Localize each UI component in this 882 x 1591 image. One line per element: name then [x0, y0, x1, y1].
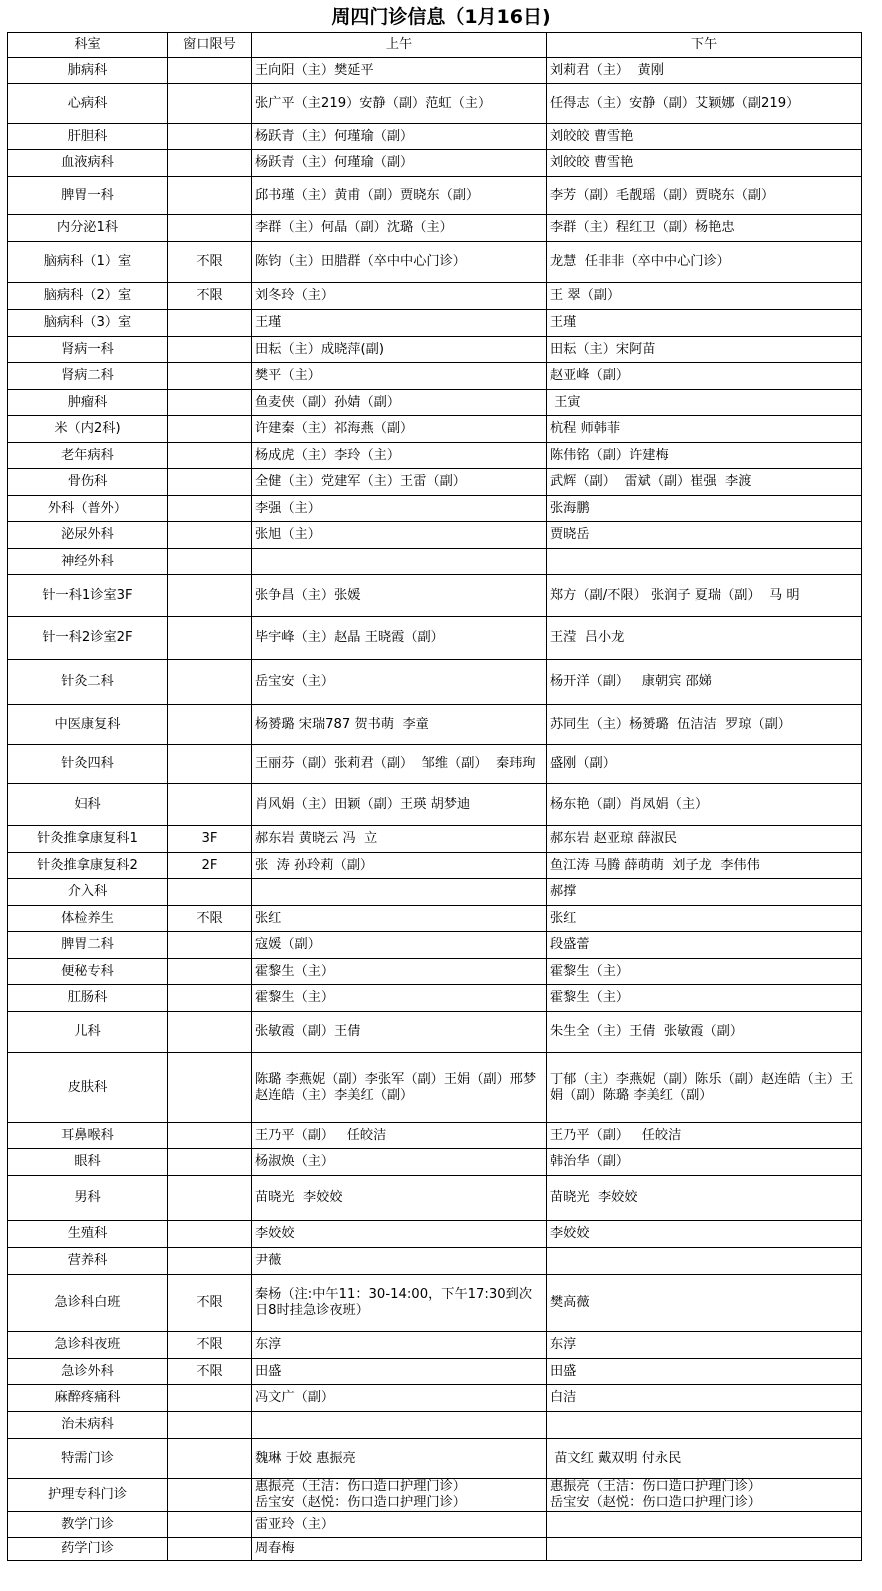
afternoon-doctors-cell: 李芳（副）毛靓瑶（副）贾晓东（副） — [547, 177, 862, 215]
department-cell: 皮肤科 — [8, 1053, 168, 1123]
department-cell: 泌尿外科 — [8, 522, 168, 549]
window-limit-cell — [168, 705, 252, 745]
window-limit-cell — [168, 1221, 252, 1248]
afternoon-doctors-cell: 贾晓岳 — [547, 522, 862, 549]
table-row — [8, 84, 862, 124]
window-limit-cell — [168, 1149, 252, 1176]
morning-doctors-cell — [252, 549, 547, 575]
window-limit-cell — [168, 1053, 252, 1123]
department-cell: 肺病科 — [8, 58, 168, 84]
department-cell: 特需门诊 — [8, 1439, 168, 1479]
table-row — [8, 617, 862, 660]
morning-doctors-cell: 寇媛（副） — [252, 932, 547, 959]
window-limit-cell — [168, 443, 252, 469]
table-row — [8, 363, 862, 390]
department-cell: 外科（普外） — [8, 496, 168, 522]
morning-doctors-cell: 鱼麦侠（副）孙婧（副） — [252, 390, 547, 416]
department-cell: 脑病科（2）室 — [8, 283, 168, 310]
department-cell: 护理专科门诊 — [8, 1479, 168, 1512]
department-cell: 体检养生 — [8, 906, 168, 932]
window-limit-cell — [168, 575, 252, 617]
department-cell: 急诊外科 — [8, 1359, 168, 1385]
afternoon-doctors-cell: 樊高薇 — [547, 1275, 862, 1332]
morning-doctors-cell: 毕宇峰（主）赵晶 王晓霞（副） — [252, 617, 547, 660]
afternoon-doctors-cell: 苗晓光 李姣姣 — [547, 1176, 862, 1221]
morning-doctors-cell: 邱书瑾（主）黄甫（副）贾晓东（副） — [252, 177, 547, 215]
morning-doctors-cell: 李姣姣 — [252, 1221, 547, 1248]
table-row — [8, 932, 862, 959]
morning-doctors-cell: 张敏霞（副）王倩 — [252, 1012, 547, 1053]
table-row — [8, 283, 862, 310]
afternoon-doctors-cell: 霍黎生（主） — [547, 959, 862, 985]
afternoon-doctors-cell: 郝东岩 赵亚琼 薛淑民 — [547, 826, 862, 853]
morning-doctors-cell: 张争昌（主）张媛 — [252, 575, 547, 617]
window-limit-cell — [168, 390, 252, 416]
department-cell: 脾胃一科 — [8, 177, 168, 215]
department-cell: 老年病科 — [8, 443, 168, 469]
morning-doctors-cell: 樊平（主） — [252, 363, 547, 390]
header-window-limit: 窗口限号 — [168, 33, 252, 58]
window-limit-cell — [168, 1176, 252, 1221]
department-cell: 中医康复科 — [8, 705, 168, 745]
window-limit-cell: 不限 — [168, 1275, 252, 1332]
morning-doctors-cell: 秦杨（注:中午11：30-14:00，下午17:30到次日8时挂急诊夜班） — [252, 1275, 547, 1332]
afternoon-doctors-cell: 王 翠（副） — [547, 283, 862, 310]
department-cell: 骨伤科 — [8, 469, 168, 496]
window-limit-cell — [168, 84, 252, 124]
morning-doctors-cell: 杨跃青（主）何瑾瑜（副） — [252, 150, 547, 177]
department-cell: 脾胃二科 — [8, 932, 168, 959]
window-limit-cell: 2F — [168, 853, 252, 879]
table-row — [8, 443, 862, 469]
morning-doctors-cell: 张旭（主） — [252, 522, 547, 549]
department-cell: 便秘专科 — [8, 959, 168, 985]
department-cell: 麻醉疼痛科 — [8, 1385, 168, 1412]
department-cell: 针灸四科 — [8, 745, 168, 784]
afternoon-doctors-cell: 张红 — [547, 906, 862, 932]
morning-doctors-cell: 张 涛 孙玲莉（副） — [252, 853, 547, 879]
window-limit-cell — [168, 177, 252, 215]
afternoon-doctors-cell: 龙慧 任非非（卒中中心门诊） — [547, 242, 862, 283]
morning-doctors-cell: 许建秦（主）祁海燕（副） — [252, 416, 547, 443]
morning-doctors-cell: 田盛 — [252, 1359, 547, 1385]
department-cell: 针一科2诊室2F — [8, 617, 168, 660]
morning-doctors-cell: 肖风娟（主）田颖（副）王瑛 胡梦迪 — [252, 784, 547, 826]
window-limit-cell — [168, 522, 252, 549]
department-cell: 血液病科 — [8, 150, 168, 177]
table-row — [8, 416, 862, 443]
window-limit-cell — [168, 1479, 252, 1512]
morning-doctors-cell: 魏琳 于姣 惠振亮 — [252, 1439, 547, 1479]
table-row — [8, 469, 862, 496]
window-limit-cell: 不限 — [168, 283, 252, 310]
afternoon-doctors-cell: 王瑾 — [547, 310, 862, 337]
morning-doctors-cell — [252, 1412, 547, 1439]
table-row — [8, 337, 862, 363]
table-row — [8, 1248, 862, 1275]
morning-doctors-cell: 杨跃青（主）何瑾瑜（副） — [252, 124, 547, 150]
afternoon-doctors-cell: 田耘（主）宋阿苗 — [547, 337, 862, 363]
table-row — [8, 522, 862, 549]
table-row — [8, 985, 862, 1012]
table-row — [8, 58, 862, 84]
page-title: 周四门诊信息（1月16日) — [331, 6, 551, 28]
morning-doctors-cell — [252, 879, 547, 906]
clinic-schedule-table — [7, 32, 862, 1561]
morning-doctors-cell: 张广平（主219）安静（副）范虹（主） — [252, 84, 547, 124]
window-limit-cell — [168, 416, 252, 443]
window-limit-cell — [168, 1412, 252, 1439]
afternoon-doctors-cell: 苏同生（主）杨赟璐 伍洁洁 罗琼（副） — [547, 705, 862, 745]
afternoon-doctors-cell: 东淳 — [547, 1332, 862, 1359]
table-row — [8, 1149, 862, 1176]
afternoon-doctors-cell — [547, 549, 862, 575]
department-cell: 男科 — [8, 1176, 168, 1221]
window-limit-cell — [168, 660, 252, 705]
department-cell: 营养科 — [8, 1248, 168, 1275]
morning-doctors-cell: 岳宝安（主） — [252, 660, 547, 705]
table-row — [8, 124, 862, 150]
morning-doctors-cell: 霍黎生（主） — [252, 959, 547, 985]
table-header-row — [8, 33, 862, 58]
morning-doctors-cell: 杨淑焕（主） — [252, 1149, 547, 1176]
table-row — [8, 242, 862, 283]
afternoon-doctors-cell: 王寅 — [547, 390, 862, 416]
afternoon-doctors-cell — [547, 1412, 862, 1439]
window-limit-cell — [168, 1385, 252, 1412]
table-row — [8, 1385, 862, 1412]
window-limit-cell — [168, 124, 252, 150]
afternoon-doctors-cell: 王乃平（副） 任皎洁 — [547, 1123, 862, 1149]
afternoon-doctors-cell: 赵亚峰（副） — [547, 363, 862, 390]
afternoon-doctors-cell — [547, 1538, 862, 1561]
morning-doctors-cell: 苗晓光 李姣姣 — [252, 1176, 547, 1221]
morning-doctors-cell: 王向阳（主）樊延平 — [252, 58, 547, 84]
afternoon-doctors-cell: 刘皎皎 曹雪艳 — [547, 124, 862, 150]
window-limit-cell — [168, 1012, 252, 1053]
window-limit-cell — [168, 469, 252, 496]
window-limit-cell — [168, 337, 252, 363]
morning-doctors-cell: 王丽芬（副）张莉君（副） 邹维（副） 秦玮珣 — [252, 745, 547, 784]
window-limit-cell — [168, 879, 252, 906]
window-limit-cell: 不限 — [168, 1332, 252, 1359]
afternoon-doctors-cell: 韩治华（副） — [547, 1149, 862, 1176]
window-limit-cell — [168, 1512, 252, 1538]
afternoon-doctors-cell: 郝撑 — [547, 879, 862, 906]
window-limit-cell — [168, 985, 252, 1012]
afternoon-doctors-cell: 王滢 吕小龙 — [547, 617, 862, 660]
afternoon-doctors-cell: 武辉（副） 雷斌（副）崔强 李渡 — [547, 469, 862, 496]
morning-doctors-cell: 周春梅 — [252, 1538, 547, 1561]
table-row — [8, 390, 862, 416]
window-limit-cell — [168, 496, 252, 522]
morning-doctors-cell: 冯文广（副） — [252, 1385, 547, 1412]
table-row — [8, 906, 862, 932]
afternoon-doctors-cell: 白洁 — [547, 1385, 862, 1412]
window-limit-cell — [168, 150, 252, 177]
afternoon-doctors-cell: 郑方（副/不限） 张润子 夏瑞（副） 马 明 — [547, 575, 862, 617]
table-row — [8, 1412, 862, 1439]
department-cell: 妇科 — [8, 784, 168, 826]
morning-doctors-cell: 张红 — [252, 906, 547, 932]
window-limit-cell — [168, 1248, 252, 1275]
table-row — [8, 215, 862, 242]
department-cell: 脑病科（1）室 — [8, 242, 168, 283]
morning-doctors-cell: 雷亚玲（主） — [252, 1512, 547, 1538]
window-limit-cell — [168, 784, 252, 826]
afternoon-doctors-cell — [547, 1512, 862, 1538]
window-limit-cell — [168, 215, 252, 242]
table-row — [8, 879, 862, 906]
department-cell: 肛肠科 — [8, 985, 168, 1012]
table-row — [8, 1512, 862, 1538]
table-row — [8, 1176, 862, 1221]
table-row — [8, 853, 862, 879]
table-row — [8, 150, 862, 177]
department-cell: 肾病二科 — [8, 363, 168, 390]
afternoon-doctors-cell: 李姣姣 — [547, 1221, 862, 1248]
window-limit-cell — [168, 549, 252, 575]
table-row — [8, 1439, 862, 1479]
afternoon-doctors-cell: 霍黎生（主） — [547, 985, 862, 1012]
department-cell: 急诊科白班 — [8, 1275, 168, 1332]
department-cell: 内分泌1科 — [8, 215, 168, 242]
department-cell: 急诊科夜班 — [8, 1332, 168, 1359]
window-limit-cell — [168, 310, 252, 337]
table-row — [8, 784, 862, 826]
afternoon-doctors-cell: 苗文红 戴双明 付永民 — [547, 1439, 862, 1479]
morning-doctors-cell: 李群（主）何晶（副）沈璐（主） — [252, 215, 547, 242]
morning-doctors-cell: 东淳 — [252, 1332, 547, 1359]
morning-doctors-cell: 杨成虎（主）李玲（主） — [252, 443, 547, 469]
department-cell: 针一科1诊室3F — [8, 575, 168, 617]
morning-doctors-cell: 田耘（主）成晓萍(副) — [252, 337, 547, 363]
window-limit-cell: 不限 — [168, 906, 252, 932]
morning-doctors-cell: 杨赟璐 宋瑞787 贺书萌 李童 — [252, 705, 547, 745]
department-cell: 药学门诊 — [8, 1538, 168, 1561]
morning-doctors-cell: 陈璐 李燕妮（副）李张军（副）王娟（副）邢梦 赵连皓（主）李美红（副） — [252, 1053, 547, 1123]
table-row — [8, 1221, 862, 1248]
afternoon-doctors-cell: 张海鹏 — [547, 496, 862, 522]
header-morning: 上午 — [252, 33, 547, 58]
window-limit-cell — [168, 1123, 252, 1149]
afternoon-doctors-cell: 杨开洋（副） 康朝宾 邵娣 — [547, 660, 862, 705]
table-row — [8, 660, 862, 705]
window-limit-cell: 不限 — [168, 242, 252, 283]
window-limit-cell — [168, 932, 252, 959]
department-cell: 肿瘤科 — [8, 390, 168, 416]
department-cell: 针灸推拿康复科2 — [8, 853, 168, 879]
window-limit-cell — [168, 58, 252, 84]
department-cell: 米（内2科) — [8, 416, 168, 443]
window-limit-cell: 3F — [168, 826, 252, 853]
afternoon-doctors-cell: 刘莉君（主） 黄刚 — [547, 58, 862, 84]
afternoon-doctors-cell — [547, 1248, 862, 1275]
window-limit-cell — [168, 745, 252, 784]
afternoon-doctors-cell: 任得志（主）安静（副）艾颖娜（副219） — [547, 84, 862, 124]
afternoon-doctors-cell: 丁郁（主）李燕妮（副）陈乐（副）赵连皓（主）王娟（副）陈璐 李美红（副） — [547, 1053, 862, 1123]
table-row — [8, 1275, 862, 1332]
afternoon-doctors-cell: 杨东艳（副）肖凤娟（主） — [547, 784, 862, 826]
department-cell: 肾病一科 — [8, 337, 168, 363]
department-cell: 生殖科 — [8, 1221, 168, 1248]
department-cell: 肝胆科 — [8, 124, 168, 150]
table-row — [8, 1359, 862, 1385]
department-cell: 耳鼻喉科 — [8, 1123, 168, 1149]
department-cell: 针灸推拿康复科1 — [8, 826, 168, 853]
afternoon-doctors-cell: 朱生全（主）王倩 张敏霞（副） — [547, 1012, 862, 1053]
table-row — [8, 1479, 862, 1512]
morning-doctors-cell: 霍黎生（主） — [252, 985, 547, 1012]
table-row — [8, 1538, 862, 1561]
table-row — [8, 826, 862, 853]
window-limit-cell — [168, 363, 252, 390]
morning-doctors-cell: 尹薇 — [252, 1248, 547, 1275]
morning-doctors-cell: 惠振亮（王洁：伤口造口护理门诊） 岳宝安（赵悦：伤口造口护理门诊） — [252, 1479, 547, 1512]
window-limit-cell — [168, 1439, 252, 1479]
morning-doctors-cell: 全健（主）党建军（主）王雷（副） — [252, 469, 547, 496]
morning-doctors-cell: 李强（主） — [252, 496, 547, 522]
department-cell: 介入科 — [8, 879, 168, 906]
table-row — [8, 310, 862, 337]
afternoon-doctors-cell: 盛刚（副） — [547, 745, 862, 784]
department-cell: 眼科 — [8, 1149, 168, 1176]
afternoon-doctors-cell: 刘皎皎 曹雪艳 — [547, 150, 862, 177]
afternoon-doctors-cell: 段盛蕾 — [547, 932, 862, 959]
department-cell: 神经外科 — [8, 549, 168, 575]
afternoon-doctors-cell: 李群（主）程红卫（副）杨艳忠 — [547, 215, 862, 242]
morning-doctors-cell: 陈钧（主）田腊群（卒中中心门诊） — [252, 242, 547, 283]
afternoon-doctors-cell: 惠振亮（王洁：伤口造口护理门诊） 岳宝安（赵悦：伤口造口护理门诊） — [547, 1479, 862, 1512]
window-limit-cell: 不限 — [168, 1359, 252, 1385]
table-row — [8, 1332, 862, 1359]
department-cell: 心病科 — [8, 84, 168, 124]
table-row — [8, 496, 862, 522]
table-row — [8, 1053, 862, 1123]
department-cell: 针灸二科 — [8, 660, 168, 705]
afternoon-doctors-cell: 杭程 师韩菲 — [547, 416, 862, 443]
table-row — [8, 705, 862, 745]
morning-doctors-cell: 郝东岩 黄晓云 冯 立 — [252, 826, 547, 853]
header-afternoon: 下午 — [547, 33, 862, 58]
table-row — [8, 177, 862, 215]
window-limit-cell — [168, 1538, 252, 1561]
department-cell: 脑病科（3）室 — [8, 310, 168, 337]
department-cell: 教学门诊 — [8, 1512, 168, 1538]
department-cell: 儿科 — [8, 1012, 168, 1053]
window-limit-cell — [168, 959, 252, 985]
morning-doctors-cell: 王乃平（副） 任皎洁 — [252, 1123, 547, 1149]
afternoon-doctors-cell: 陈伟铭（副）许建梅 — [547, 443, 862, 469]
table-row — [8, 549, 862, 575]
table-row — [8, 959, 862, 985]
afternoon-doctors-cell: 田盛 — [547, 1359, 862, 1385]
table-row — [8, 1012, 862, 1053]
window-limit-cell — [168, 617, 252, 660]
table-row — [8, 575, 862, 617]
table-row — [8, 1123, 862, 1149]
afternoon-doctors-cell: 鱼江涛 马腾 薛萌萌 刘子龙 李伟伟 — [547, 853, 862, 879]
table-row — [8, 745, 862, 784]
morning-doctors-cell: 刘冬玲（主） — [252, 283, 547, 310]
department-cell: 治未病科 — [8, 1412, 168, 1439]
header-department: 科室 — [8, 33, 168, 58]
morning-doctors-cell: 王瑾 — [252, 310, 547, 337]
